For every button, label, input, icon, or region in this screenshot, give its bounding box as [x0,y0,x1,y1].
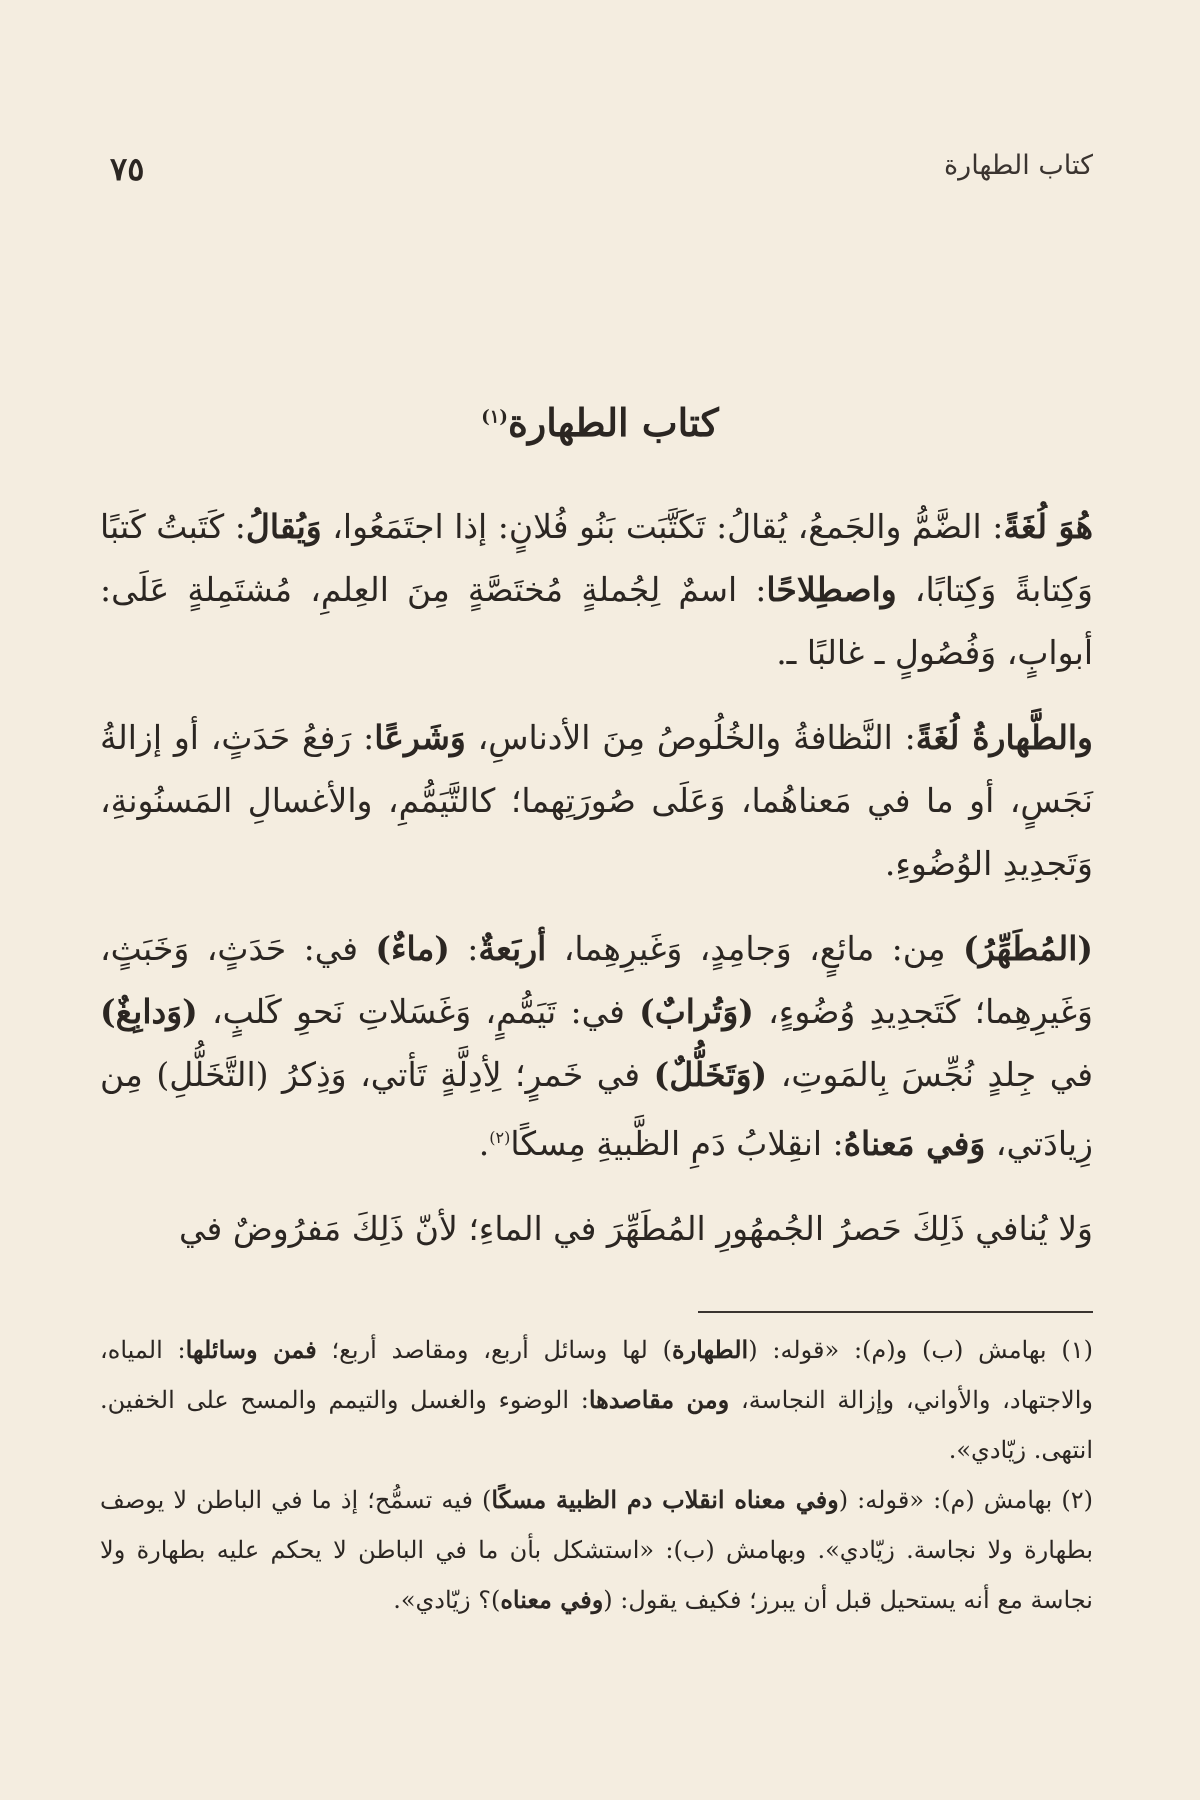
footnote-divider [698,1311,1093,1313]
bold-term: وَيُقالُ [245,507,322,546]
text-run: ) لها وسائل أربع، ومقاصد أربع؛ [316,1336,672,1364]
text-run: : النَّظافةُ والخُلُوصُ مِنَ الأدناسِ، [465,718,916,757]
bold-term: أربَعةٌ [478,929,547,968]
bold-term: (وَتَخَلُّلٌ) [653,1055,768,1094]
text-run: (٢) بهامش (م): «قوله: ( [838,1486,1093,1514]
paragraph [100,1197,1093,1260]
bold-term: فمن وسائلها [185,1335,317,1364]
bold-term: وَشَرعًا [374,718,466,757]
text-run: في: حَدَثٍ، وَخَبَثٍ، وَغَيرِهِما؛ كَتَجدِيدِ وُضُوءٍ، [100,929,1093,1031]
bold-term: هُوَ لُغَةً [1003,507,1094,546]
text-run: : [449,929,479,968]
text-run: : انقِلابُ دَمِ الظَّبيةِ مِسكًا [510,1124,844,1163]
text-run: : رَفعُ حَدَثٍ، أو إزالةُ نَجَسٍ، أو ما في مَعناهُما، وَعَلَى صُورَتِهما؛ كالتَّيَمُّمِ، والأغسالِ المَسنُونةِ، وَتَجدِيدِ الوُضُوءِ. [100,718,1093,883]
bold-term: (ماءٌ) [375,929,450,968]
bold-term: (وَدابِغٌ) [100,992,198,1031]
bold-term: وفي معناه انقلاب دم الظبية مسكًا [491,1485,839,1514]
footnote [100,1325,1093,1475]
text-run: : اسمٌ لِجُملةٍ مُختَصَّةٍ مِنَ العِلمِ، مُشتَمِلةٍ عَلَى: أبوابٍ، وَفُصُولٍ ـ غالبًا ـ. [100,570,1093,672]
bold-term: والطَّهارةُ لُغَةً [915,718,1093,757]
text-run: : الوضوء والغسل والتيمم والمسح على الخفين. انتهى. زيّادي». [100,1386,1093,1464]
bold-term: وفي معناه [500,1585,604,1614]
bold-term: (المُطَهِّرُ) [962,929,1094,968]
text-run: . [478,1124,490,1163]
main-text [100,495,1093,1282]
bold-term: (وَتُرابٌ) [639,992,754,1031]
chapter-title-text: كتاب الطهارة [507,400,719,445]
text-run: مِن: مائعٍ، وَجامِدٍ، وَغَيرِهِما، [546,929,963,968]
text-run: )؟ زيّادي». [393,1586,501,1614]
text-run: وَلا يُنافي ذَلِكَ حَصرُ الجُمهُورِ المُطَهِّرَ في الماءِ؛ لأنّ ذَلِكَ مَفرُوضٌ في [179,1209,1093,1248]
bold-term: واصطِلاحًا [766,570,897,609]
footnotes [100,1325,1093,1625]
text-run: : الضَّمُّ والجَمعُ، يُقالُ: تَكَتَّبَت بَنُو فُلانٍ: إذا اجتَمَعُوا، [321,507,1004,546]
footnote [100,1475,1093,1625]
page-number: ٧٥ [110,150,145,188]
paragraph [100,706,1093,895]
paragraph [100,917,1093,1175]
text-run: في جِلدٍ نُجِّسَ بِالمَوتِ، [767,1055,1093,1094]
bold-term: وَفي مَعناهُ [843,1124,986,1163]
text-run: (١) بهامش (ب) و(م): «قوله: ( [748,1336,1094,1364]
footnote-ref: (١) [481,406,508,428]
chapter-title [0,400,1200,445]
bold-term: ومن مقاصدها [588,1385,730,1414]
bold-term: الطهارة [672,1335,749,1364]
paragraph [100,495,1093,684]
text-run: : المياه، والاجتهاد، والأواني، وإزالة النجاسة، [100,1336,1093,1414]
running-head: كتاب الطهارة [944,150,1093,181]
footnote-ref: (٢) [489,1128,511,1147]
text-run: ) فيه تسمُّح؛ إذ ما في الباطن لا يوصف بطهارة ولا نجاسة. زيّادي». وبهامش (ب): «استشكل بأن ما في الباطن لا يحكم عليه بطهارة ولا نجاسة مع أنه يستحيل قبل أن يبرز؛ فكيف يقول: ( [100,1486,1093,1614]
text-run: : كَتَبتُ كَتبًا وَكِتابةً وَكِتابًا، [100,507,1093,609]
text-run: في خَمرٍ؛ لِأدِلَّةٍ تَأتي، وَذِكرُ (التَّخَلُّلِ) مِن زِيادَتي، [100,1055,1093,1163]
text-run: في: تَيَمُّمٍ، وَغَسَلاتِ نَحوِ كَلبٍ، [197,992,640,1031]
